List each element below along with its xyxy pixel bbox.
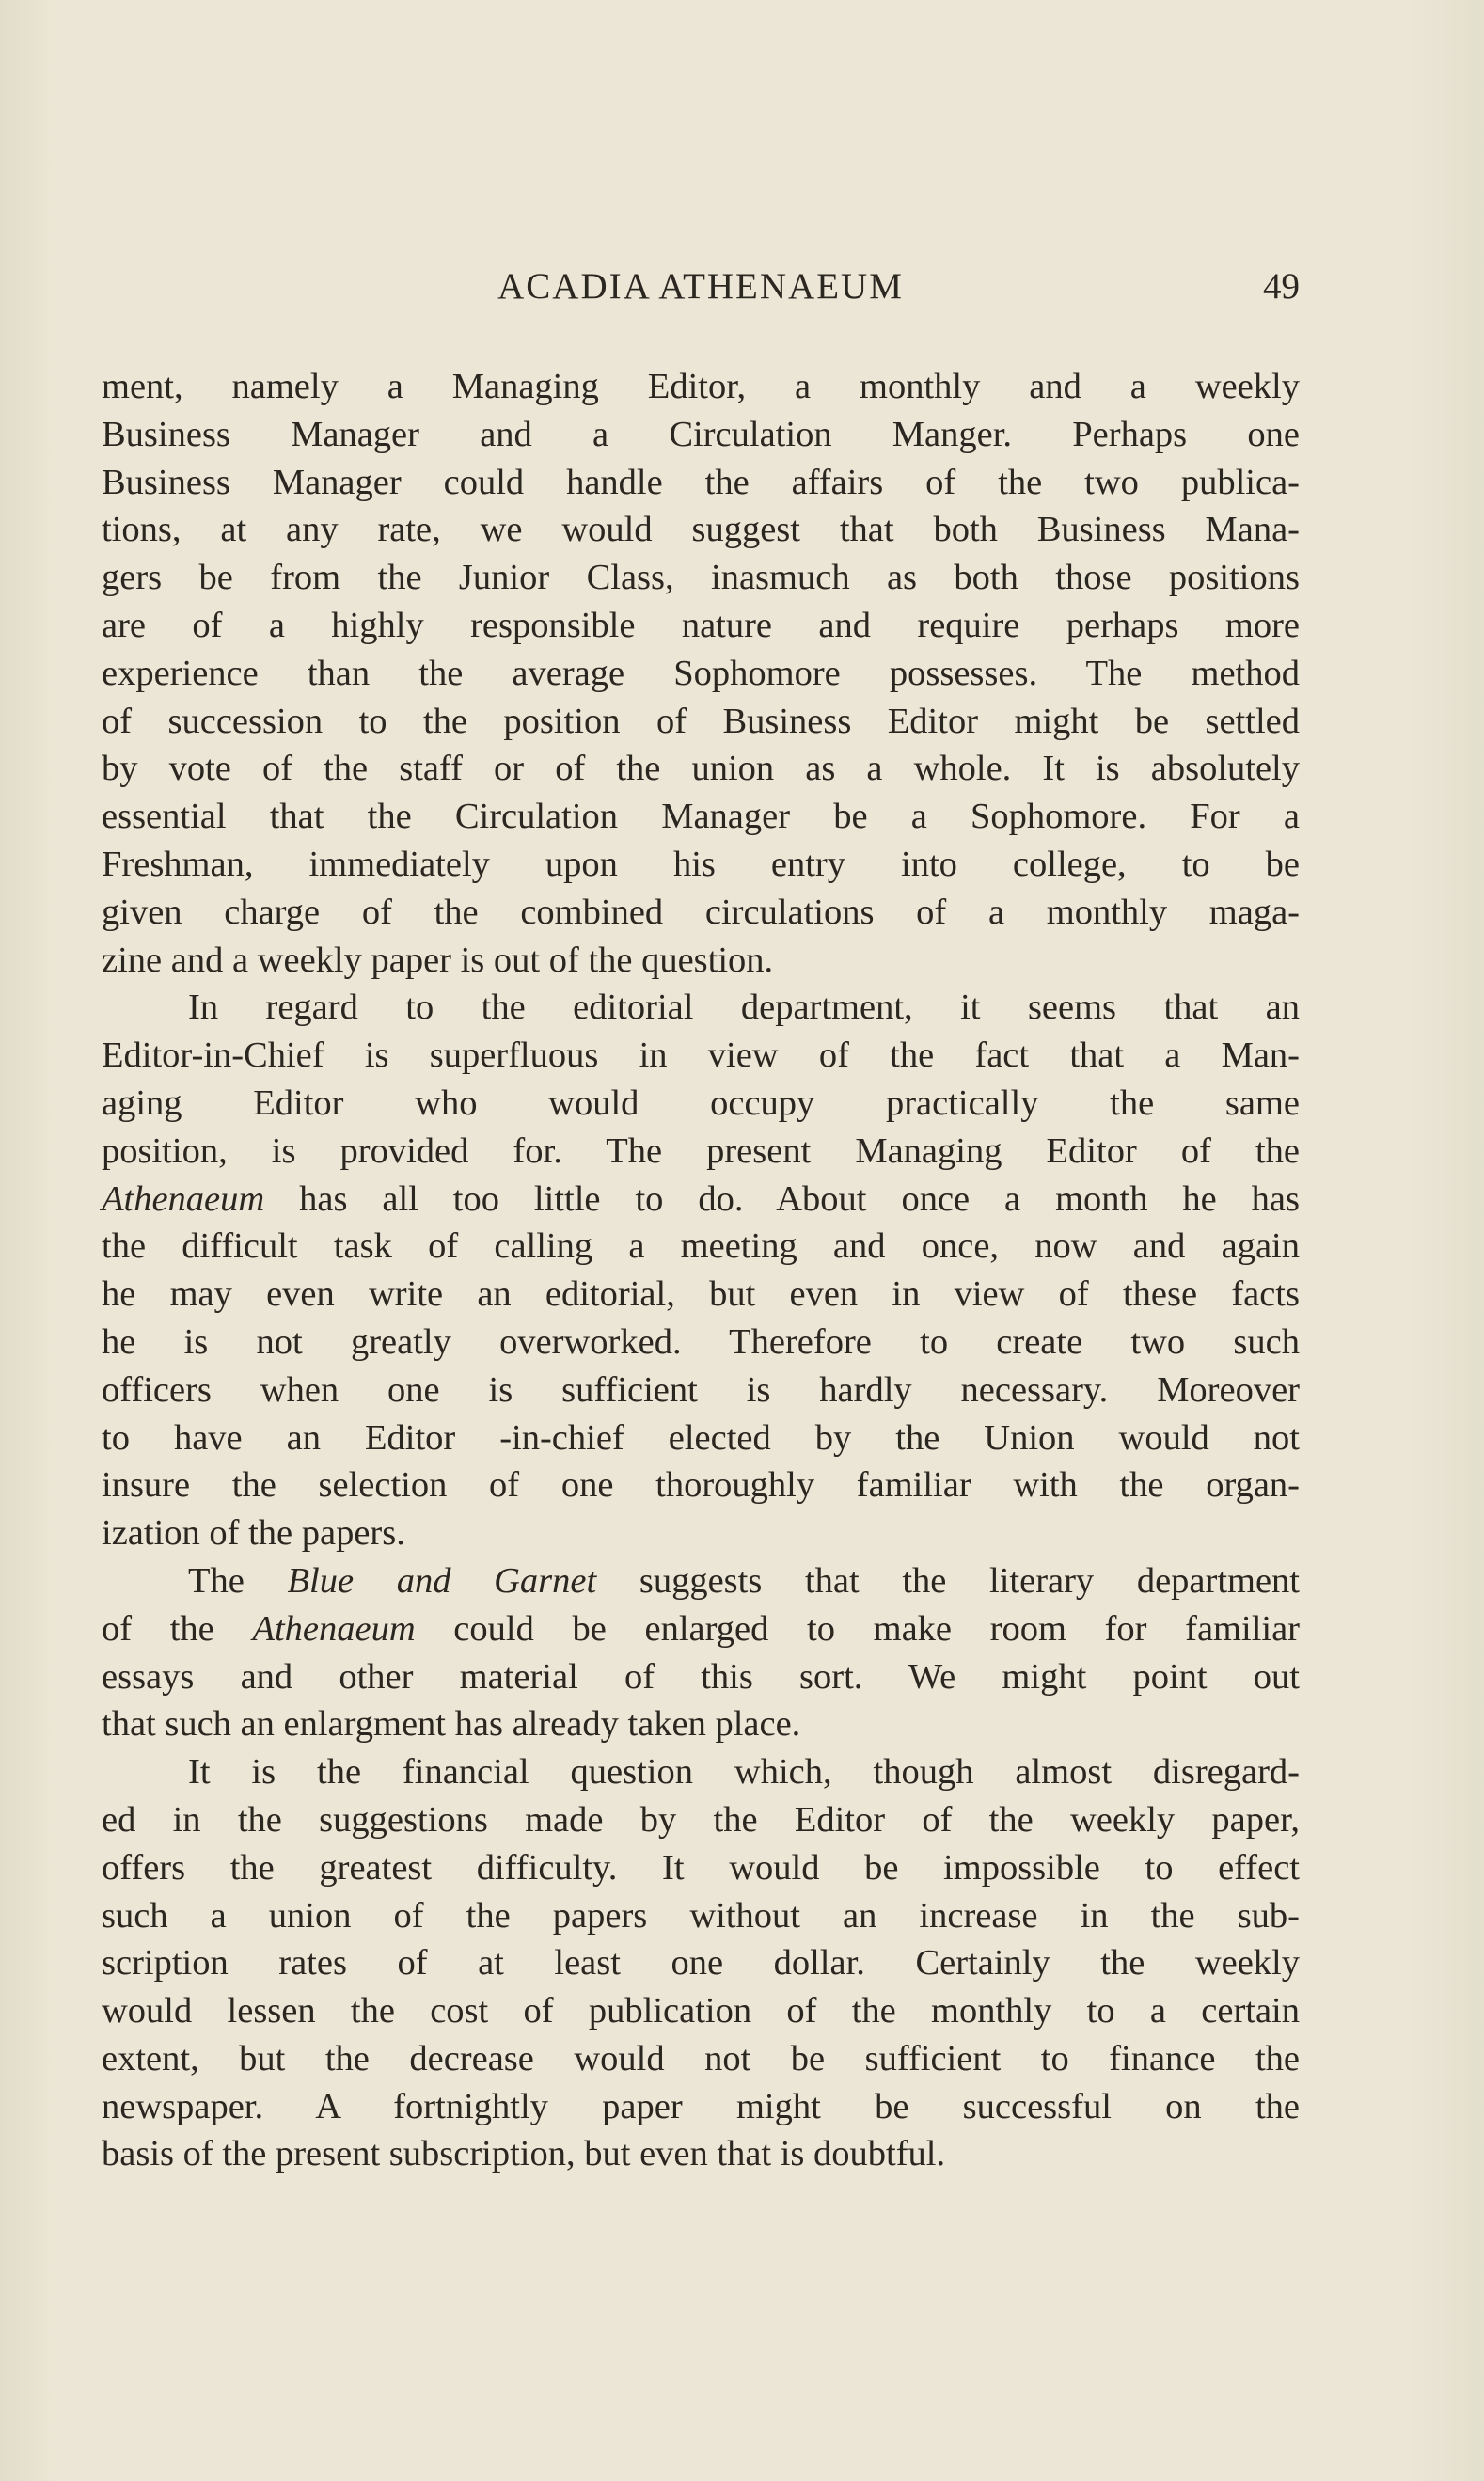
italic-title: Athenaeum — [252, 1608, 416, 1649]
paragraph — [102, 363, 1300, 984]
text-line — [102, 1605, 1300, 1653]
text-line: It is the financial question which, though almost disregard- — [188, 1752, 1300, 1793]
running-title: ACADIA ATHENAEUM — [497, 266, 904, 307]
text-line: such a union of the papers without an increase in the sub- — [102, 1895, 1300, 1936]
text-line: that such an enlargment has already taken place. — [102, 1704, 801, 1745]
body-text — [102, 363, 1300, 2178]
paragraph — [102, 1557, 1300, 1748]
text-line: extent, but the decrease would not be sufficient to finance the — [102, 2038, 1300, 2078]
text-line: gers be from the Junior Class, inasmuch as both those positions — [102, 558, 1300, 598]
text-line: newspaper. A fortnightly paper might be successful on the — [102, 2086, 1300, 2126]
paragraph — [102, 1748, 1300, 2178]
text-line: essential that the Circulation Manager be a Sophomore. For a — [102, 797, 1300, 837]
text-line: the difficult task of calling a meeting and once, now and again — [102, 1226, 1300, 1267]
text-run: has all too little to do. About once a month he has — [264, 1178, 1300, 1219]
italic-title: Athenaeum — [102, 1178, 265, 1219]
text-run: of the — [102, 1608, 253, 1649]
text-line: essays and other material of this sort. We might point out — [102, 1656, 1300, 1697]
text-line: aging Editor who would occupy practically the same — [102, 1082, 1300, 1123]
text-line: Business Manager and a Circulation Manger. Perhaps one — [102, 414, 1300, 454]
italic-title: Blue and Garnet — [287, 1560, 597, 1601]
text-line: In regard to the editorial department, it seems that an — [188, 988, 1300, 1028]
text-line: insure the selection of one thoroughly familiar with the organ- — [102, 1465, 1300, 1506]
running-head — [102, 265, 1300, 312]
text-run: suggests that the literary department — [596, 1560, 1301, 1601]
text-line: experience than the average Sophomore possesses. The method — [102, 653, 1300, 693]
text-line: officers when one is sufficient is hardly necessary. Moreover — [102, 1369, 1300, 1410]
text-line: ization of the papers. — [102, 1513, 405, 1554]
text-line: are of a highly responsible nature and require perhaps more — [102, 605, 1300, 645]
text-line: tions, at any rate, we would suggest that both Business Mana- — [102, 510, 1300, 550]
text-line: zine and a weekly paper is out of the question. — [102, 940, 774, 980]
text-run: The — [188, 1560, 288, 1601]
text-line — [102, 1176, 1300, 1224]
text-line: position, is provided for. The present Managing Editor of the — [102, 1130, 1300, 1171]
text-line: offers the greatest difficulty. It would be impossible to effect — [102, 1847, 1300, 1888]
text-line: ment, namely a Managing Editor, a monthly and a weekly — [102, 367, 1300, 406]
text-line: Editor-in-Chief is superfluous in view of the fact that a Man- — [102, 1035, 1300, 1076]
text-line: by vote of the staff or of the union as a whole. It is absolutely — [102, 749, 1300, 789]
text-line — [102, 1557, 1300, 1605]
text-line: ed in the suggestions made by the Editor of the weekly paper, — [102, 1799, 1300, 1840]
page-number: 49 — [1263, 266, 1300, 307]
text-line: scription rates of at least one dollar. Certainly the weekly — [102, 1943, 1300, 1983]
text-line: given charge of the combined circulations of a monthly maga- — [102, 892, 1300, 932]
text-line: basis of the present subscription, but even that is doubtful. — [102, 2134, 946, 2174]
text-line: he is not greatly overworked. Therefore to create two such — [102, 1321, 1300, 1362]
text-line: Freshman, immediately upon his entry into college, to be — [102, 844, 1300, 884]
text-line: to have an Editor -in-chief elected by the Union would not — [102, 1417, 1300, 1458]
paragraph — [102, 984, 1300, 1557]
text-line: would lessen the cost of publication of the monthly to a certain — [102, 1991, 1300, 2031]
text-line: he may even write an editorial, but even in view of these facts — [102, 1274, 1300, 1315]
text-run: could be enlarged to make room for familiar — [415, 1608, 1300, 1649]
text-line: of succession to the position of Business Editor might be settled — [102, 701, 1300, 741]
text-line: Business Manager could handle the affairs of the two publica- — [102, 462, 1300, 502]
